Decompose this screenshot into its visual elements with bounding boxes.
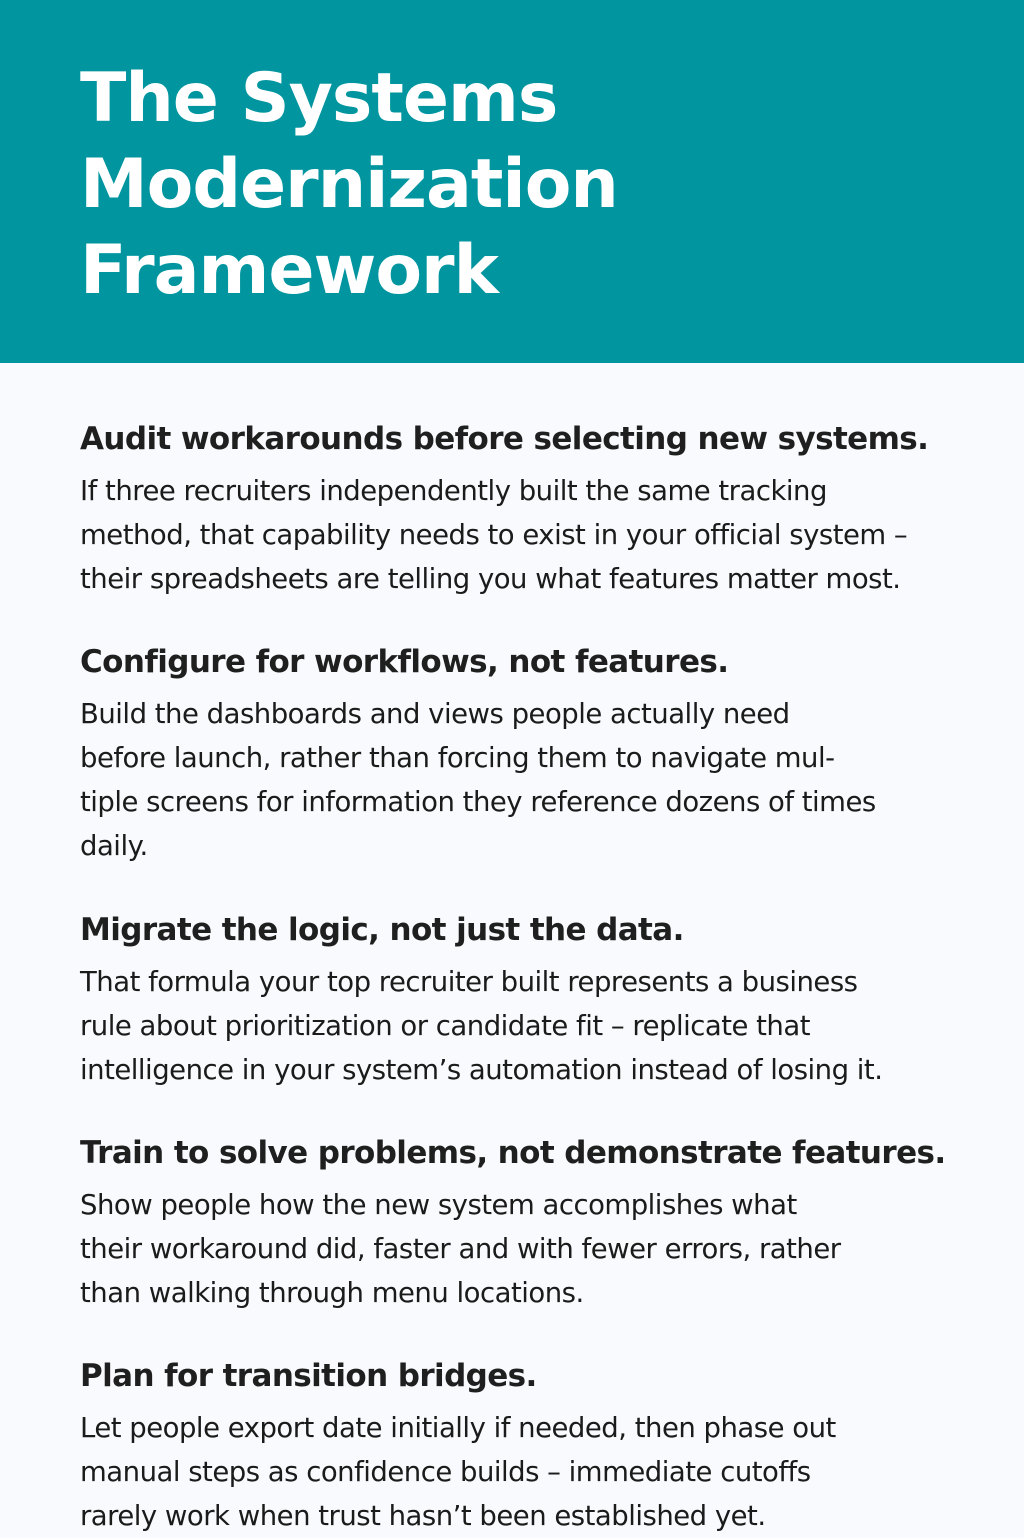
body-line: That formula your top recruiter built represents a business xyxy=(80,966,858,998)
section-body xyxy=(80,692,1000,868)
section-train-problems xyxy=(80,1133,1000,1315)
body-line: before launch, rather than forcing them to navigate mul- xyxy=(80,742,835,774)
section-body xyxy=(80,469,1000,601)
body-line: rarely work when trust hasn’t been established yet. xyxy=(80,1500,766,1532)
body-line: their workaround did, faster and with fewer errors, rather xyxy=(80,1233,841,1265)
section-heading: Configure for workflows, not features. xyxy=(80,644,729,680)
section-configure-workflows xyxy=(80,642,1000,868)
section-migrate-logic xyxy=(80,910,1000,1092)
body-line: If three recruiters independently built the same tracking xyxy=(80,475,827,507)
body-line: than walking through menu locations. xyxy=(80,1277,584,1309)
title-line: Framework xyxy=(80,231,498,310)
section-heading: Plan for transition bridges. xyxy=(80,1358,537,1394)
section-body xyxy=(80,960,1000,1092)
body-line: method, that capability needs to exist in your official system – xyxy=(80,519,908,551)
body-line: intelligence in your system’s automation instead of losing it. xyxy=(80,1054,883,1086)
header-banner xyxy=(0,0,1024,363)
section-heading: Migrate the logic, not just the data. xyxy=(80,912,684,948)
body-line: Let people export date initially if needed, then phase out xyxy=(80,1412,836,1444)
body-line: Show people how the new system accomplishes what xyxy=(80,1189,797,1221)
section-heading: Train to solve problems, not demonstrate features. xyxy=(80,1135,946,1171)
body-line: daily. xyxy=(80,830,148,862)
body-line: Build the dashboards and views people actually need xyxy=(80,698,790,730)
body-line: their spreadsheets are telling you what features matter most. xyxy=(80,563,901,595)
section-body xyxy=(80,1183,1000,1315)
title-line: Modernization xyxy=(80,145,618,224)
page-title xyxy=(80,56,980,314)
section-transition-bridges xyxy=(80,1356,1000,1538)
section-heading: Audit workarounds before selecting new systems. xyxy=(80,421,929,457)
body-line: tiple screens for information they reference dozens of times xyxy=(80,786,876,818)
title-line: The Systems xyxy=(80,59,558,138)
body-line: manual steps as confidence builds – immediate cutoffs xyxy=(80,1456,811,1488)
body-line: rule about prioritization or candidate fit – replicate that xyxy=(80,1010,810,1042)
section-audit-workarounds xyxy=(80,419,1000,601)
section-body xyxy=(80,1406,1000,1538)
